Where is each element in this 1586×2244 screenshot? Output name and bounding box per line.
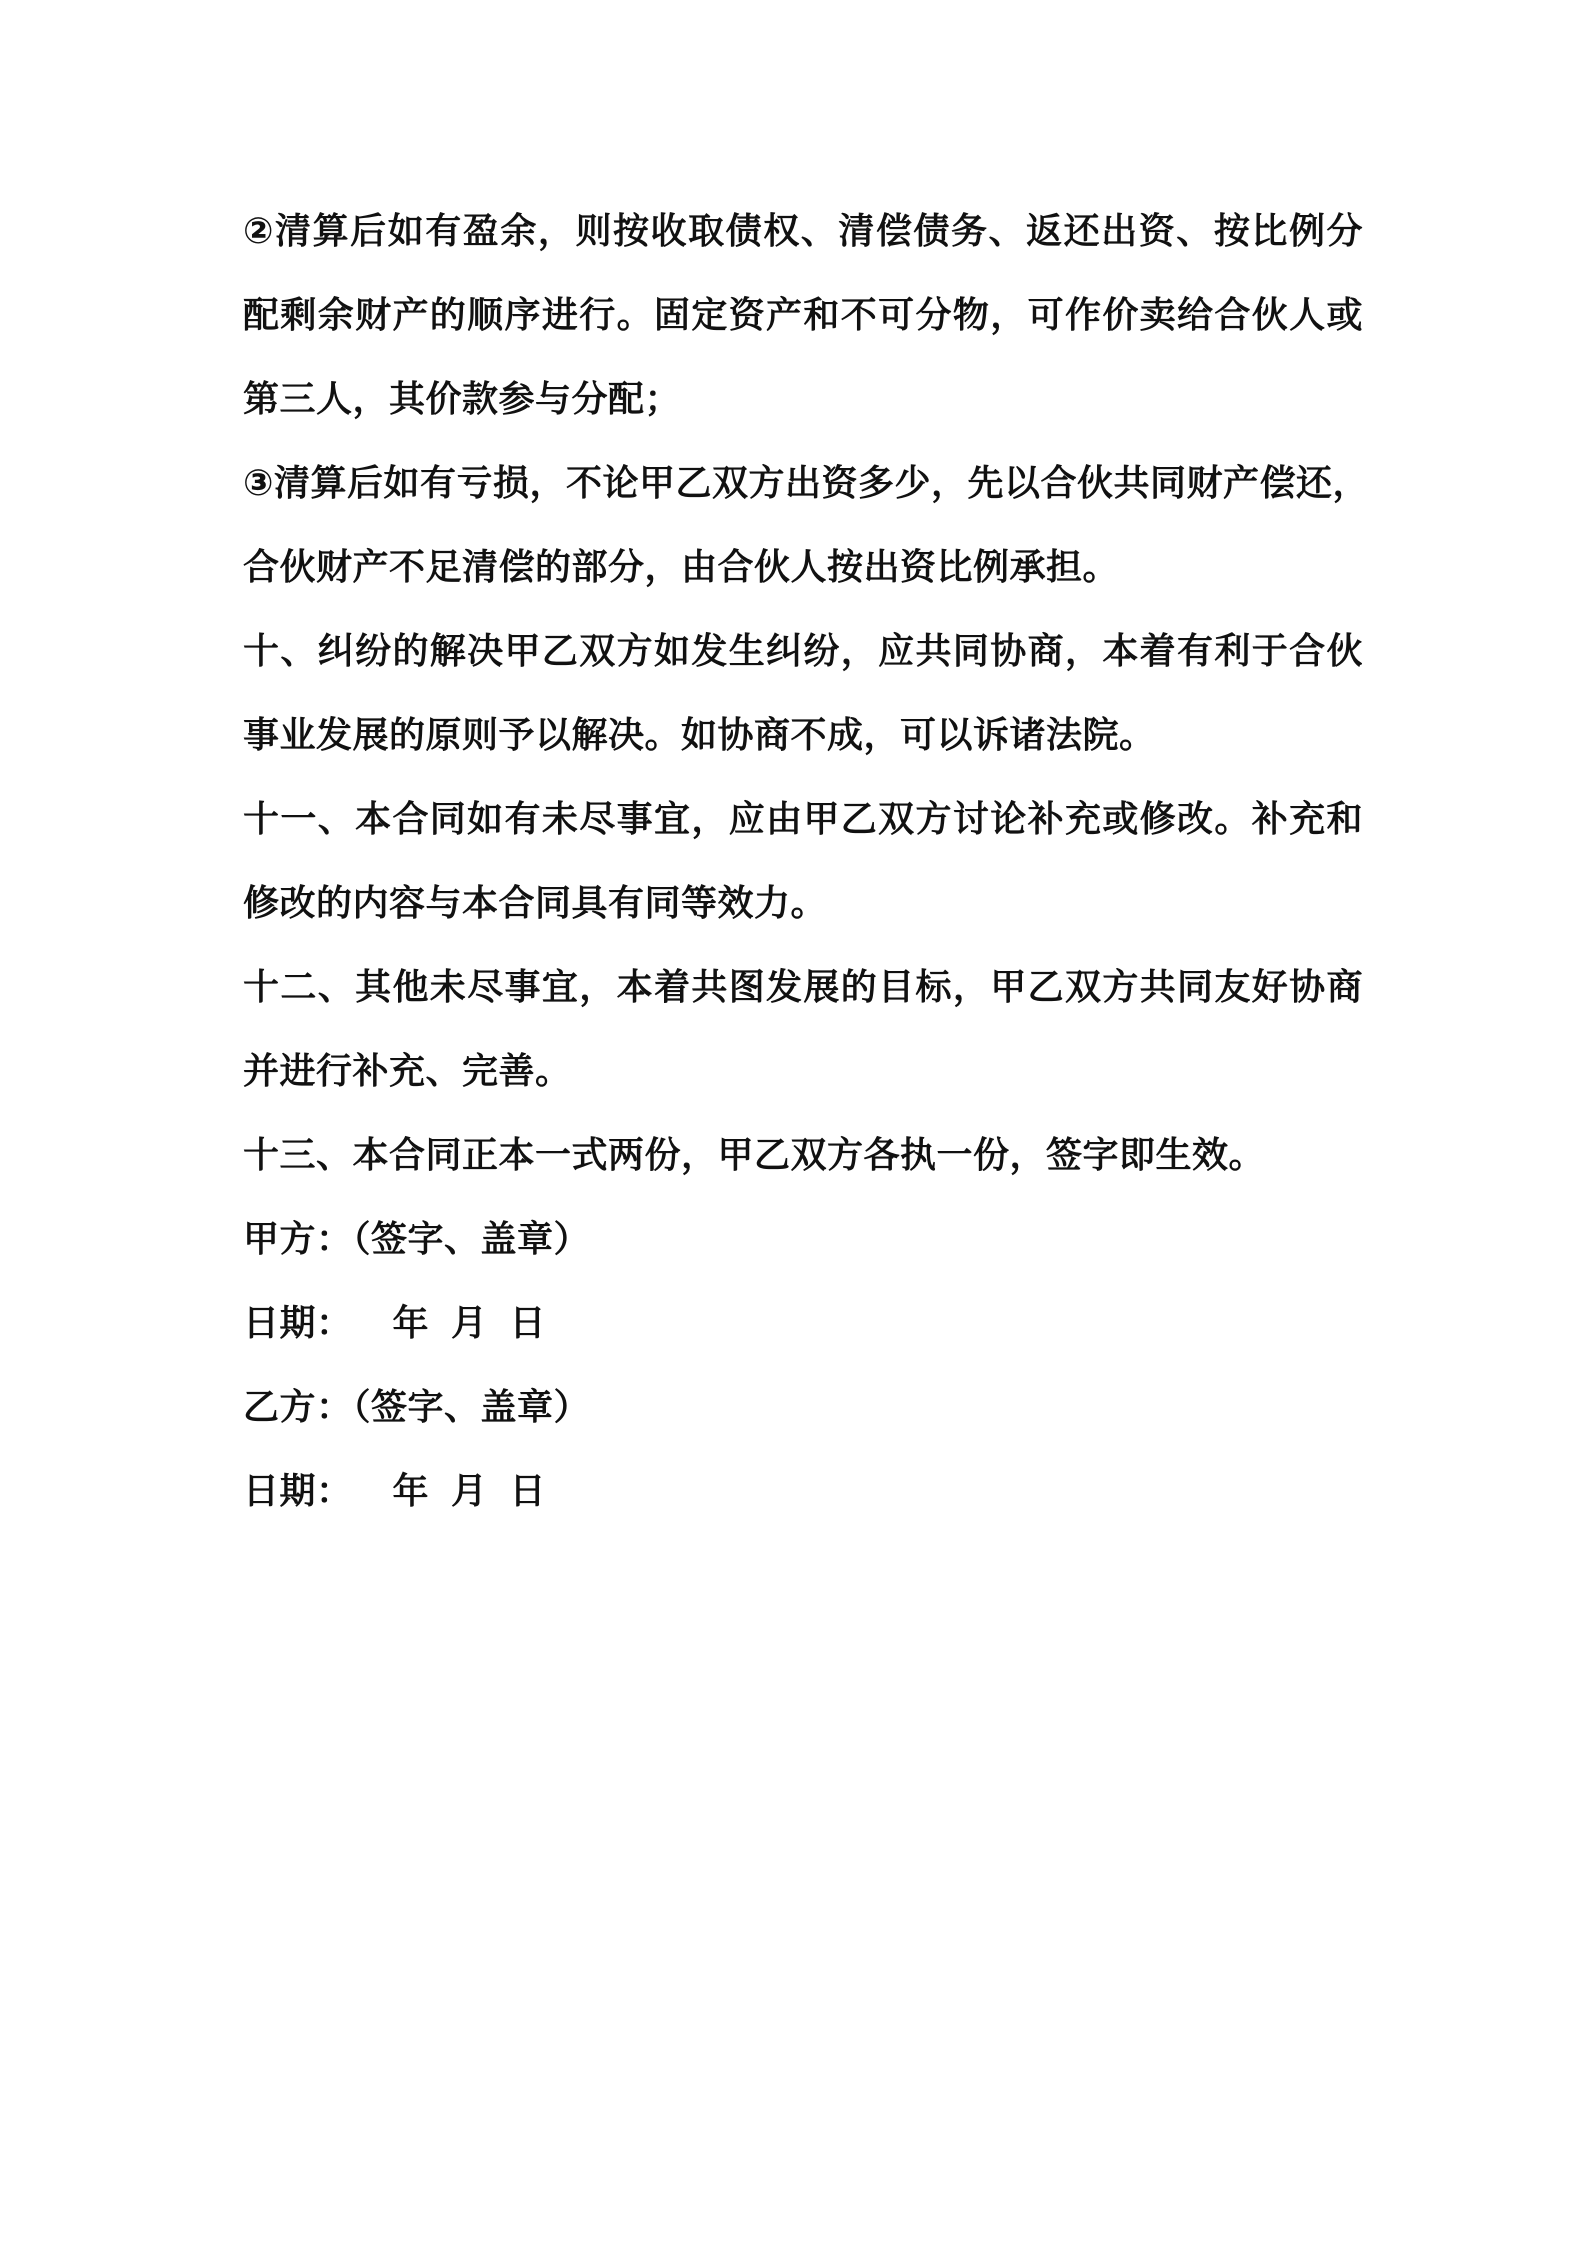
clause-line: ③清算后如有亏损，不论甲乙双方出资多少，先以合伙共同财产偿还， <box>243 463 1369 504</box>
date-label: 日期： <box>243 1471 353 1512</box>
party-a-signature: 甲方：（签字、盖章） <box>243 1219 591 1260</box>
date-month: 月 <box>451 1471 488 1512</box>
party-a-date <box>243 1282 1363 1366</box>
date-day: 日 <box>509 1303 547 1344</box>
clause-line: 并进行补充、完善。 <box>243 1051 572 1092</box>
date-year: 年 <box>392 1471 430 1512</box>
date-year: 年 <box>392 1303 430 1344</box>
party-b-signature: 乙方：（签字、盖章） <box>243 1387 591 1428</box>
date-label: 日期： <box>243 1303 353 1344</box>
clause-line: ②清算后如有盈余，则按收取债权、清偿债务、返还出资、按比例分 <box>243 211 1363 252</box>
clause-line: 事业发展的原则予以解决。如协商不成，可以诉诸法院。 <box>243 715 1156 756</box>
clause-line: 修改的内容与本合同具有同等效力。 <box>243 883 828 924</box>
clause-line: 十三、本合同正本一式两份，甲乙双方各执一份，签字即生效。 <box>243 1135 1266 1176</box>
contract-body <box>243 190 1369 1534</box>
clause-line: 十一、本合同如有未尽事宜，应由甲乙双方讨论补充或修改。补充和 <box>243 799 1363 840</box>
date-month: 月 <box>451 1303 488 1344</box>
clause-line: 配剩余财产的顺序进行。固定资产和不可分物，可作价卖给合伙人或 <box>243 295 1363 336</box>
clause-line: 合伙财产不足清偿的部分，由合伙人按出资比例承担。 <box>243 547 1120 588</box>
clause-line: 十、纠纷的解决甲乙双方如发生纠纷，应共同协商，本着有利于合伙 <box>243 631 1363 672</box>
party-b-date <box>243 1450 1363 1534</box>
clause-line: 第三人，其价款参与分配； <box>243 379 682 420</box>
clause-line: 十二、其他未尽事宜，本着共图发展的目标，甲乙双方共同友好协商 <box>243 967 1363 1008</box>
date-day: 日 <box>509 1471 547 1512</box>
